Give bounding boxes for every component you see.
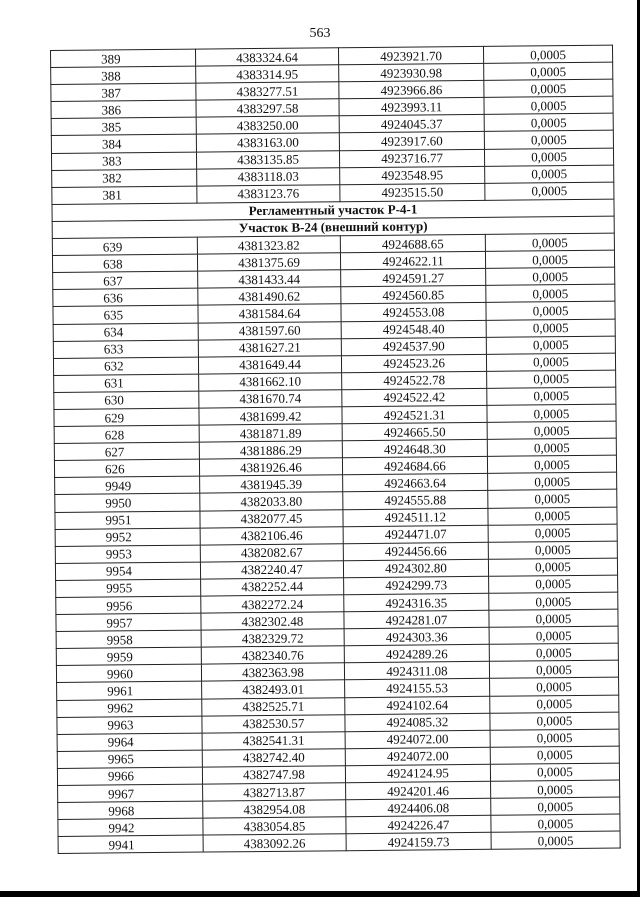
accuracy-value: 0,0005 xyxy=(486,319,615,337)
point-number: 638 xyxy=(52,254,197,272)
point-number: 636 xyxy=(53,288,198,306)
x-coordinate: 4382493.01 xyxy=(202,680,345,698)
x-coordinate: 4382240.47 xyxy=(200,561,343,579)
x-coordinate: 4382530.57 xyxy=(202,714,345,732)
y-coordinate: 4924511.12 xyxy=(343,508,488,526)
point-number: 383 xyxy=(51,152,196,170)
accuracy-value: 0,0005 xyxy=(490,729,619,747)
x-coordinate: 4382082.67 xyxy=(200,543,343,561)
accuracy-value: 0,0005 xyxy=(489,609,618,627)
accuracy-value: 0,0005 xyxy=(485,165,614,183)
x-coordinate: 4382106.46 xyxy=(200,526,343,544)
y-coordinate: 4924299.73 xyxy=(344,576,489,594)
y-coordinate: 4924045.37 xyxy=(339,115,484,133)
accuracy-value: 0,0005 xyxy=(484,79,613,97)
accuracy-value: 0,0005 xyxy=(489,592,618,610)
accuracy-value: 0,0005 xyxy=(484,113,613,131)
point-number: 381 xyxy=(52,186,197,204)
x-coordinate: 4381433.44 xyxy=(198,270,341,288)
y-coordinate: 4924663.64 xyxy=(343,474,488,492)
y-coordinate: 4924281.07 xyxy=(344,610,489,628)
point-number: 9966 xyxy=(57,767,202,785)
point-number: 9967 xyxy=(58,784,203,802)
y-coordinate: 4924523.26 xyxy=(341,354,486,372)
y-coordinate: 4924688.65 xyxy=(340,234,485,252)
y-coordinate: 4924072.00 xyxy=(345,747,490,765)
accuracy-value: 0,0005 xyxy=(484,148,613,166)
x-coordinate: 4381490.62 xyxy=(198,287,341,305)
x-coordinate: 4382742.40 xyxy=(202,749,345,767)
accuracy-value: 0,0005 xyxy=(489,643,618,661)
point-number: 9965 xyxy=(57,750,202,768)
table-body-top xyxy=(51,45,614,204)
x-coordinate: 4383277.51 xyxy=(196,82,339,100)
accuracy-value: 0,0005 xyxy=(491,814,620,832)
point-number: 627 xyxy=(54,442,199,460)
accuracy-value: 0,0005 xyxy=(486,301,615,319)
point-number: 9962 xyxy=(57,699,202,717)
table-body-bottom xyxy=(52,233,620,854)
x-coordinate: 4382033.80 xyxy=(200,492,343,510)
accuracy-value: 0,0005 xyxy=(488,524,617,542)
y-coordinate: 4923966.86 xyxy=(339,81,484,99)
point-number: 9954 xyxy=(55,562,200,580)
accuracy-value: 0,0005 xyxy=(489,660,618,678)
x-coordinate: 4381375.69 xyxy=(197,253,340,271)
point-number: 9950 xyxy=(55,494,200,512)
point-number: 9968 xyxy=(58,801,203,819)
x-coordinate: 4382329.72 xyxy=(201,629,344,647)
point-number: 637 xyxy=(53,271,198,289)
x-coordinate: 4383054.85 xyxy=(203,817,346,835)
y-coordinate: 4924521.31 xyxy=(342,405,487,423)
point-number: 9953 xyxy=(55,545,200,563)
accuracy-value: 0,0005 xyxy=(486,353,615,371)
x-coordinate: 4381649.44 xyxy=(198,355,341,373)
y-coordinate: 4924302.80 xyxy=(343,559,488,577)
accuracy-value: 0,0005 xyxy=(487,438,616,456)
x-coordinate: 4381945.39 xyxy=(200,475,343,493)
x-coordinate: 4383314.95 xyxy=(196,65,339,83)
x-coordinate: 4382272.24 xyxy=(201,595,344,613)
accuracy-value: 0,0005 xyxy=(490,695,619,713)
y-coordinate: 4924311.08 xyxy=(344,662,489,680)
y-coordinate: 4924553.08 xyxy=(341,303,486,321)
accuracy-value: 0,0005 xyxy=(485,233,614,251)
accuracy-value: 0,0005 xyxy=(486,267,615,285)
accuracy-value: 0,0005 xyxy=(489,626,618,644)
point-number: 9958 xyxy=(56,630,201,648)
point-number: 382 xyxy=(52,169,197,187)
point-number: 635 xyxy=(53,305,198,323)
y-coordinate: 4924102.64 xyxy=(345,696,490,714)
y-coordinate: 4924648.30 xyxy=(342,439,487,457)
point-number: 9963 xyxy=(57,716,202,734)
y-coordinate: 4923716.77 xyxy=(339,149,484,167)
y-coordinate: 4924471.07 xyxy=(343,525,488,543)
point-number: 9961 xyxy=(57,682,202,700)
x-coordinate: 4381584.64 xyxy=(198,304,341,322)
x-coordinate: 4383092.26 xyxy=(203,834,346,852)
y-coordinate: 4923921.70 xyxy=(338,46,483,64)
point-number: 9959 xyxy=(56,647,201,665)
point-number: 388 xyxy=(51,66,196,84)
y-coordinate: 4924622.11 xyxy=(340,251,485,269)
point-number: 629 xyxy=(54,408,199,426)
accuracy-value: 0,0005 xyxy=(487,455,616,473)
x-coordinate: 4382077.45 xyxy=(200,509,343,527)
x-coordinate: 4381699.42 xyxy=(199,407,342,425)
y-coordinate: 4924124.95 xyxy=(345,764,490,782)
x-coordinate: 4382525.71 xyxy=(202,697,345,715)
y-coordinate: 4924456.66 xyxy=(343,542,488,560)
point-number: 9957 xyxy=(56,613,201,631)
y-coordinate: 4924522.78 xyxy=(342,371,487,389)
x-coordinate: 4382713.87 xyxy=(203,783,346,801)
point-number: 386 xyxy=(51,100,196,118)
x-coordinate: 4383135.85 xyxy=(196,150,339,168)
y-coordinate: 4924522.42 xyxy=(342,388,487,406)
x-coordinate: 4383250.00 xyxy=(196,116,339,134)
point-number: 9941 xyxy=(58,835,203,853)
y-coordinate: 4923515.50 xyxy=(340,183,485,201)
y-coordinate: 4924665.50 xyxy=(342,422,487,440)
x-coordinate: 4381662.10 xyxy=(199,372,342,390)
y-coordinate: 4924303.36 xyxy=(344,627,489,645)
x-coordinate: 4381627.21 xyxy=(198,338,341,356)
point-number: 9951 xyxy=(55,511,200,529)
accuracy-value: 0,0005 xyxy=(489,575,618,593)
point-number: 9949 xyxy=(55,476,200,494)
y-coordinate: 4923548.95 xyxy=(340,166,485,184)
x-coordinate: 4381323.82 xyxy=(197,236,340,254)
x-coordinate: 4381871.89 xyxy=(199,424,342,442)
point-number: 639 xyxy=(52,237,197,255)
accuracy-value: 0,0005 xyxy=(488,472,617,490)
point-number: 628 xyxy=(54,425,199,443)
x-coordinate: 4382302.48 xyxy=(201,612,344,630)
point-number: 387 xyxy=(51,83,196,101)
point-number: 9942 xyxy=(58,818,203,836)
accuracy-value: 0,0005 xyxy=(483,45,612,63)
page-number: 563 xyxy=(309,26,331,41)
accuracy-value: 0,0005 xyxy=(486,284,615,302)
point-number: 389 xyxy=(51,49,196,67)
coordinates-table xyxy=(50,45,621,855)
accuracy-value: 0,0005 xyxy=(490,678,619,696)
y-coordinate: 4924560.85 xyxy=(341,286,486,304)
point-number: 9956 xyxy=(56,596,201,614)
x-coordinate: 4382541.31 xyxy=(202,731,345,749)
point-number: 631 xyxy=(54,374,199,392)
accuracy-value: 0,0005 xyxy=(486,336,615,354)
accuracy-value: 0,0005 xyxy=(487,370,616,388)
y-coordinate: 4924072.00 xyxy=(345,730,490,748)
accuracy-value: 0,0005 xyxy=(488,507,617,525)
x-coordinate: 4383118.03 xyxy=(197,167,340,185)
point-number: 626 xyxy=(54,459,199,477)
x-coordinate: 4382363.98 xyxy=(201,663,344,681)
y-coordinate: 4923993.11 xyxy=(339,98,484,116)
accuracy-value: 0,0005 xyxy=(490,763,619,781)
point-number: 634 xyxy=(53,323,198,341)
accuracy-value: 0,0005 xyxy=(484,131,613,149)
y-coordinate: 4924591.27 xyxy=(341,269,486,287)
point-number: 9952 xyxy=(55,528,200,546)
point-number: 630 xyxy=(54,391,199,409)
x-coordinate: 4381670.74 xyxy=(199,390,342,408)
x-coordinate: 4382252.44 xyxy=(201,578,344,596)
y-coordinate: 4924316.35 xyxy=(344,593,489,611)
x-coordinate: 4383163.00 xyxy=(196,133,339,151)
y-coordinate: 4924289.26 xyxy=(344,645,489,663)
point-number: 384 xyxy=(51,135,196,153)
y-coordinate: 4924085.32 xyxy=(345,713,490,731)
accuracy-value: 0,0005 xyxy=(484,62,613,80)
accuracy-value: 0,0005 xyxy=(487,404,616,422)
y-coordinate: 4924155.53 xyxy=(345,679,490,697)
accuracy-value: 0,0005 xyxy=(485,182,614,200)
table-headings xyxy=(52,199,614,239)
accuracy-value: 0,0005 xyxy=(487,387,616,405)
accuracy-value: 0,0005 xyxy=(488,490,617,508)
x-coordinate: 4383297.58 xyxy=(196,99,339,117)
accuracy-value: 0,0005 xyxy=(484,96,613,114)
x-coordinate: 4382747.98 xyxy=(202,766,345,784)
x-coordinate: 4383324.64 xyxy=(195,48,338,66)
accuracy-value: 0,0005 xyxy=(488,558,617,576)
point-number: 9964 xyxy=(57,733,202,751)
x-coordinate: 4381926.46 xyxy=(199,458,342,476)
accuracy-value: 0,0005 xyxy=(490,746,619,764)
accuracy-value: 0,0005 xyxy=(487,421,616,439)
y-coordinate: 4923917.60 xyxy=(339,132,484,150)
accuracy-value: 0,0005 xyxy=(488,541,617,559)
y-coordinate: 4924548.40 xyxy=(341,320,486,338)
accuracy-value: 0,0005 xyxy=(491,780,620,798)
x-coordinate: 4382954.08 xyxy=(203,800,346,818)
y-coordinate: 4924226.47 xyxy=(346,816,491,834)
accuracy-value: 0,0005 xyxy=(485,250,614,268)
point-number: 9960 xyxy=(56,664,201,682)
scan-edge-bottom xyxy=(0,891,640,897)
y-coordinate: 4924684.66 xyxy=(342,457,487,475)
point-number: 385 xyxy=(51,117,196,135)
y-coordinate: 4924159.73 xyxy=(346,833,491,851)
y-coordinate: 4924201.46 xyxy=(346,781,491,799)
x-coordinate: 4383123.76 xyxy=(197,184,340,202)
section-title: Регламентный участок Р-4-1 xyxy=(52,199,614,221)
accuracy-value: 0,0005 xyxy=(491,797,620,815)
accuracy-value: 0,0005 xyxy=(490,712,619,730)
y-coordinate: 4924406.08 xyxy=(346,798,491,816)
point-number: 632 xyxy=(53,357,198,375)
accuracy-value: 0,0005 xyxy=(491,831,620,849)
y-coordinate: 4924537.90 xyxy=(341,337,486,355)
subsection-title: Участок В-24 (внешний контур) xyxy=(52,216,614,238)
y-coordinate: 4923930.98 xyxy=(339,63,484,81)
y-coordinate: 4924555.88 xyxy=(343,491,488,509)
x-coordinate: 4381886.29 xyxy=(199,441,342,459)
point-number: 633 xyxy=(53,340,198,358)
x-coordinate: 4381597.60 xyxy=(198,321,341,339)
point-number: 9955 xyxy=(56,579,201,597)
x-coordinate: 4382340.76 xyxy=(201,646,344,664)
